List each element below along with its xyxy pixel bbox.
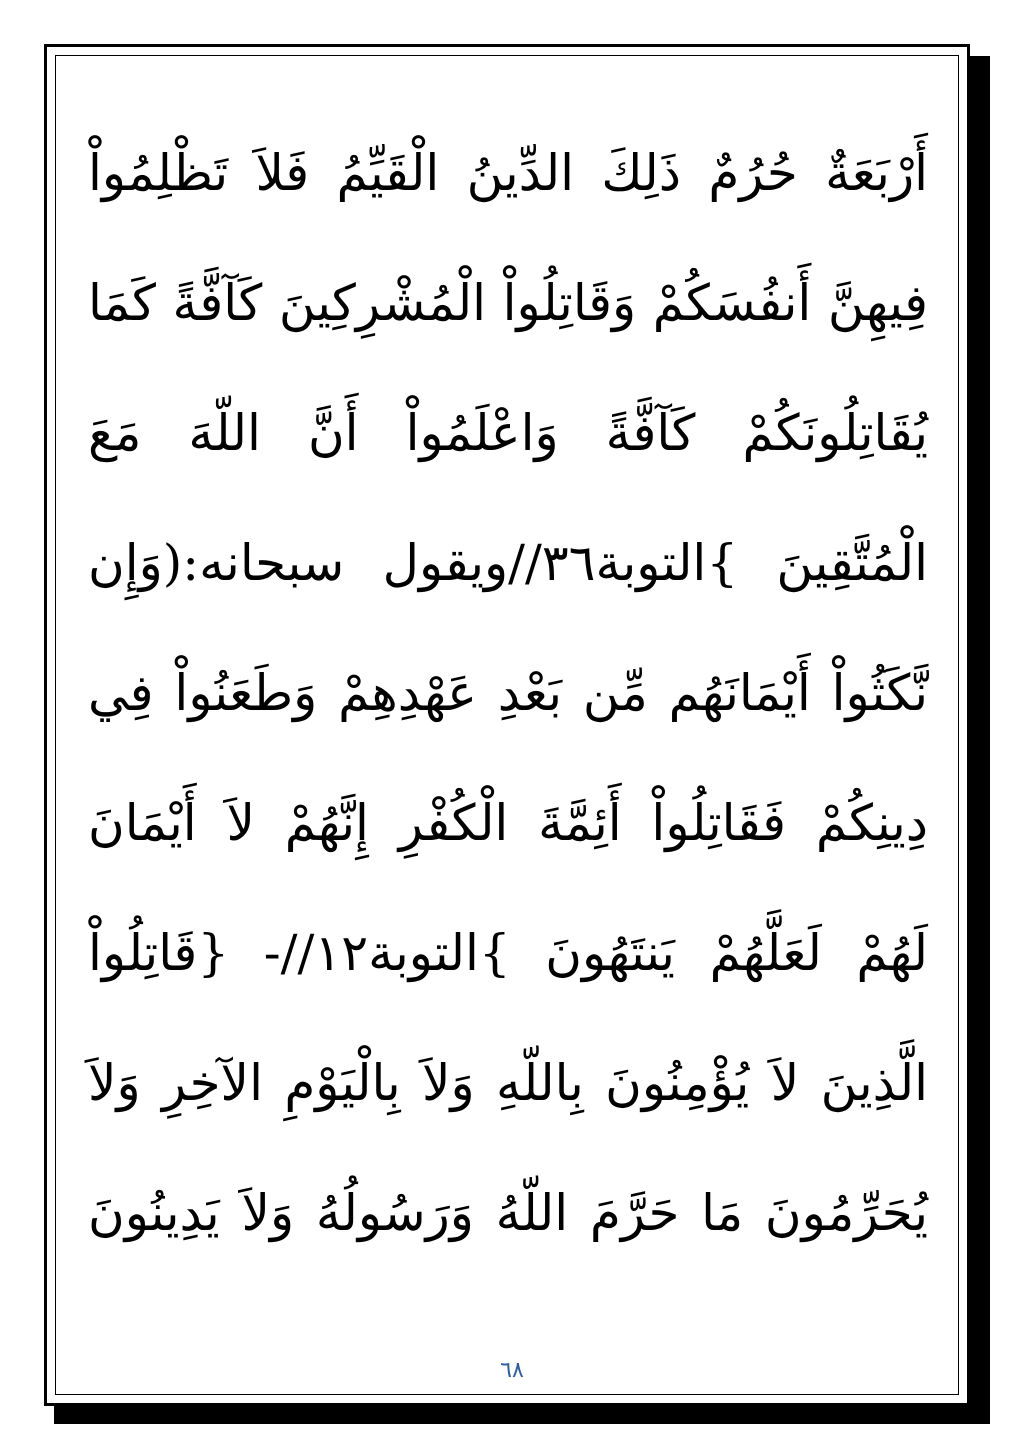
page-text <box>88 108 928 1278</box>
page-number: ٦٨ <box>500 1358 524 1383</box>
text-line-content: يُحَرِّمُونَ مَا حَرَّمَ اللّهُ وَرَسُولُهُ وَلاَ يَدِينُونَ <box>88 1184 928 1242</box>
text-line-content: فِيهِنَّ أَنفُسَكُمْ وَقَاتِلُواْ الْمُشْرِكِينَ كَآفَّةً كَمَا <box>88 274 928 332</box>
text-line <box>88 888 928 1018</box>
text-line <box>88 628 928 758</box>
text-line-content: الْمُتَّقِينَ }التوبة٣٦//ويقول سبحانه:(وَإِن <box>88 534 928 592</box>
text-line-content: دِينِكُمْ فَقَاتِلُواْ أَئِمَّةَ الْكُفْرِ إِنَّهُمْ لاَ أَيْمَانَ <box>88 794 928 852</box>
text-line <box>88 238 928 368</box>
text-line <box>88 758 928 888</box>
text-line-content: يُقَاتِلُونَكُمْ كَآفَّةً وَاعْلَمُواْ أَنَّ اللّهَ مَعَ <box>88 404 928 462</box>
text-line <box>88 108 928 238</box>
text-line <box>88 1018 928 1148</box>
text-line-content: لَهُمْ لَعَلَّهُمْ يَنتَهُونَ }التوبة١٢//- {قَاتِلُواْ <box>88 924 928 982</box>
text-line-content: الَّذِينَ لاَ يُؤْمِنُونَ بِاللّهِ وَلاَ بِالْيَوْمِ الآخِرِ وَلاَ <box>88 1054 928 1112</box>
text-line-content: نَّكَثُواْ أَيْمَانَهُم مِّن بَعْدِ عَهْدِهِمْ وَطَعَنُواْ فِي <box>88 664 928 722</box>
text-line <box>88 1148 928 1278</box>
text-line <box>88 368 928 498</box>
text-line-content: أَرْبَعَةٌ حُرُمٌ ذَلِكَ الدِّينُ الْقَيِّمُ فَلاَ تَظْلِمُواْ <box>88 144 928 202</box>
text-line <box>88 498 928 628</box>
